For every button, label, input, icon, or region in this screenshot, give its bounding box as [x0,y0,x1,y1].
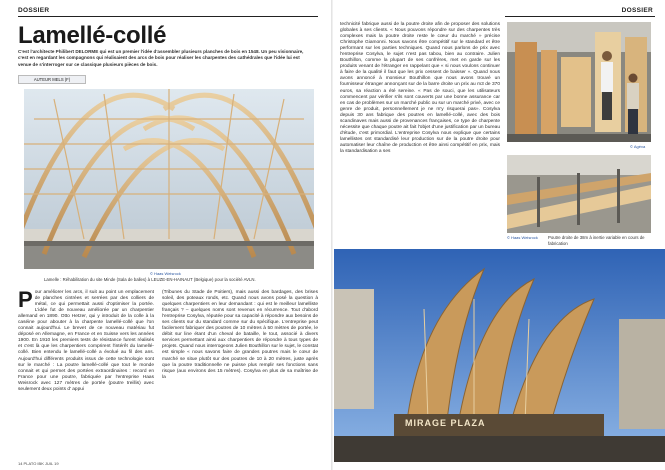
page-footer: 14 PLATO IBK JUIL 19 [18,461,59,466]
text-column-1 [18,287,154,393]
beam-fabrication-photo [507,155,651,233]
workshop-photo-workers [507,22,651,142]
left-page [0,0,332,470]
text-column-2: (Tribunes du Stade de Poitiers), mais aussi des bardages, des brises soleil, des poteaux ronds, etc. Quand nous avons posé la question à quelques charpentiers en leur demandant : qui est le meilleur lamelliste français ? – quelques noms sont revenus en récurrence. Tout d'abord l'entreprise Cosylva, réputée pour sa capacité à répondre aux besoins de ses clients sur du standard comme sur du spécifique. L'entreprise peut facilement fabriquer des poutres de 10 mètres à 50 mètres de portée, le débit sur line étant d'un cheval de bataille, le tout, associé à divers services permettant ainsi aux charpentiers de répondre à tous types de projets. Quand nous interrogeons Julien Bouthillon sur le sujet, le constat est simple « nous savons faire de grandes poutres mais le cœur de marché se situe plutôt sur des poutres de 10 à 20 mètres, juste après que la poutre traditionnelle ne puisse plus remplir ses fonctions sans risque (aux environs des 15 mètres). Cosylva en plus de sa maîtrise de la [162,290,318,380]
article-title: Lamellé-collé [18,22,167,49]
workshop-photo-credit: © Agéva [630,144,646,149]
text-column-3: technicité fabrique aussi de la poutre droite afin de proposer des solutions globales à ses clients. « Nous pouvons répondre sur des charpentes très complexes mais la poutre droite reste le cœur du marché » précise Christophe Giamonni. Nous savons être compétitif sur le standard et être performant sur les parties techniques. Quand nous parlons de prix avec l'entreprise Cosylva, le sujet n'est pas tabou, bien au contraire. Julien Bouthillon, comme la plupart de ses confrères, met en garde sur les produits venant de l'étranger en rappelant que « si nous voulons continuer à faire de la qualité il faut que les prix cessent de baisser ». Quand nous avons annoncé à monsieur Bouthillon que nous avons trouvé un fournisseur étranger annonçant sur de la barre droite un prix au m3 de 370 euros, sa réaction a été sereine. « Pas de souci, que les utilisateurs commencent par vérifier s'ils sont couverts par une bonne assurance car en cas de problèmes sur un marché public ou sur un marché privé, avec ce genre de produit, personnellement je ne m'y risquerai pas». Cosylva depuis 30 ans fabrique des poutres en lamellé-collé, avec des bois scandinaves mais aussi de provenances françaises, ce type de charpente nécessite que chaque poutre ait fait l'objet d'une justification par un bureau d'étude, c'est primordial. L'entreprise Cosylva nous explique que certains lamellistes ont standardisé leur production sur de la poutre droite pour automatiser leur chaîne de production et être ainsi compétitif en prix, mais la standardisation a ses [340,22,500,154]
article-intro: C'est l'architecte Philibert DELORME qui est un premier l'idée d'assembler plusieurs planches de bois en 1548. Un peu visionnaire, c'est en regardant les compagnons qui réalisaient des arcs de bois pour réaliser les charpentes des cathédrales que l'idée lui est venue de s'interroger sur ce classique plusieurs pièces de bois. [18,49,304,67]
drop-cap: P [18,287,33,312]
header-rule [18,16,318,17]
author-label: AUTEUR MELS (F) [18,75,86,84]
mirage-plaza-sign: MIRAGE PLAZA [405,418,486,428]
main-photo-credit: © Haas Weisrock [150,271,181,276]
main-photo-glulam-arches [24,89,314,269]
header-rule-right [505,16,655,17]
mirage-plaza-photo [334,249,665,462]
main-photo-caption: Lamelle : Réhabilitation du site Minde (Sala de balles) à LEUZE-EN-HAINAUT (Belgique) pour la société AVLN. [44,277,256,282]
beam-photo-credit: © Haas Weisrock [507,235,538,240]
column-1-text: our améliorer les arcs, il suit au point un emplacement de planches cintrées et serrées par des colliers de métal, ce qui permettait aussi d'optimiser la portée. L'idée fut de nouveau améliorée par un charpentier allemand en 1890. Otto Hetzer, qui y introduit de la colle à la caséine pour abouter à la charpente lamellé-collé que l'on connait aujourd'hui. Le brevet de ce nouveau matériau fut déposé en Allemagne, en France et en Suisse vers les années 1900. En 1910 les premiers tests de résistance furent réalisés et c'est là que les charpentiers comprirent l'intérêt du lamellé-collé. Bien entendu le lamellé-collé a évolué au fil des ans. Aujourd'hui différents produits issus de cette technologie sont sur le marché : La poutre lamellé-collé que tout le monde connait et qui permet des portées extraordinaires : record en France pour une poutre, fabriquée par l'entreprise Haas Weisrock avec 127 mètres de portée (poutre treillis) avec seulement deux points d' appui [18,290,154,392]
section-tag-right: DOSSIER [621,7,653,14]
section-tag: DOSSIER [18,7,50,14]
beam-photo-caption: Poutre droite de 38m à inertie variable en cours de fabrication [548,235,645,246]
